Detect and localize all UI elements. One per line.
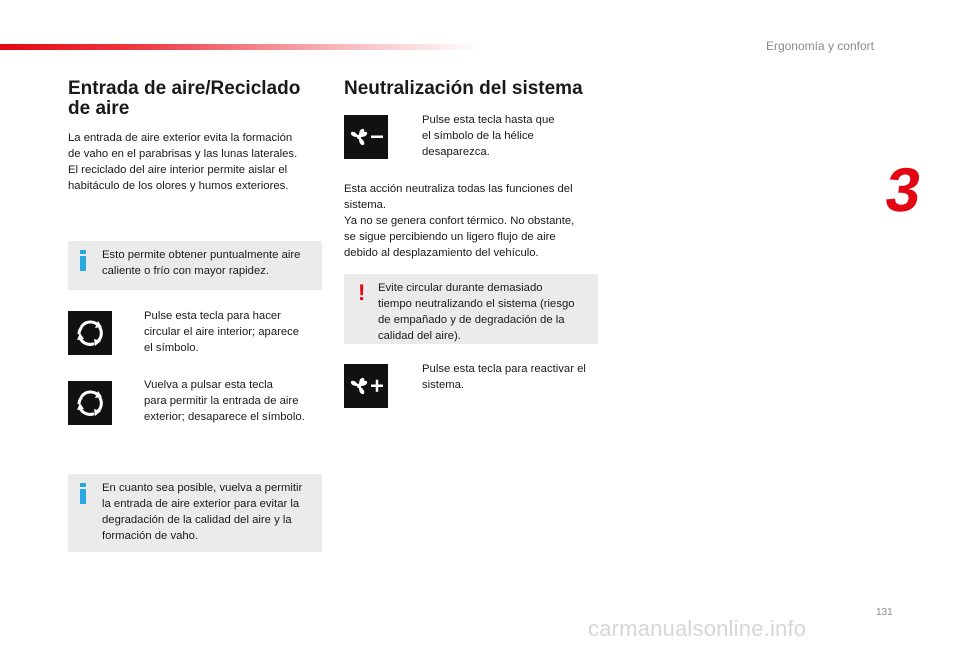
section-title-neutralization: Neutralización del sistema [344, 78, 583, 99]
section-header: Ergonomía y confort [765, 39, 874, 53]
header-accent-bar [0, 44, 480, 50]
warning-box [344, 274, 598, 344]
info-box-quick-air [68, 241, 322, 290]
chapter-number: 3 [881, 156, 926, 225]
page-number: 131 [876, 607, 893, 618]
fan-minus-icon [344, 115, 388, 159]
info-icon [80, 483, 88, 503]
fan-plus-icon [344, 364, 388, 408]
info-box-air-quality [68, 474, 322, 552]
info-text: Esto permite obtener puntualmente aire caliente o frío con mayor rapidez. [102, 249, 301, 277]
air-recirculation-icon [68, 381, 112, 425]
watermark-text: carmanualsonline.info [588, 616, 807, 641]
warning-icon: ! [358, 280, 366, 305]
info-text: En cuanto sea posible, vuelva a permitir la entrada de aire exterior para evitar la degradación de la calidad del aire y la formación de vaho. [102, 482, 303, 542]
info-icon [80, 250, 88, 270]
intro-paragraph: La entrada de aire exterior evita la formación de vaho en el parabrisas y las lunas laterales. El reciclado del aire interior permite aislar el habitáculo de los olores y humos exteriores. [68, 132, 298, 192]
warning-text: Evite circular durante demasiado tiempo neutralizando el sistema (riesgo de empañado y de degradación de la calidad del aire). [378, 282, 575, 342]
section-title-air-intake: Entrada de aire/Reciclado de aire [68, 78, 301, 119]
air-recirculation-icon [68, 311, 112, 355]
neutralization-paragraph: Esta acción neutraliza todas las funciones del sistema. Ya no se genera confort térmico. No obstante, se sigue percibiendo un ligero flujo de aire debido al desplazamiento del vehículo. [344, 183, 575, 259]
